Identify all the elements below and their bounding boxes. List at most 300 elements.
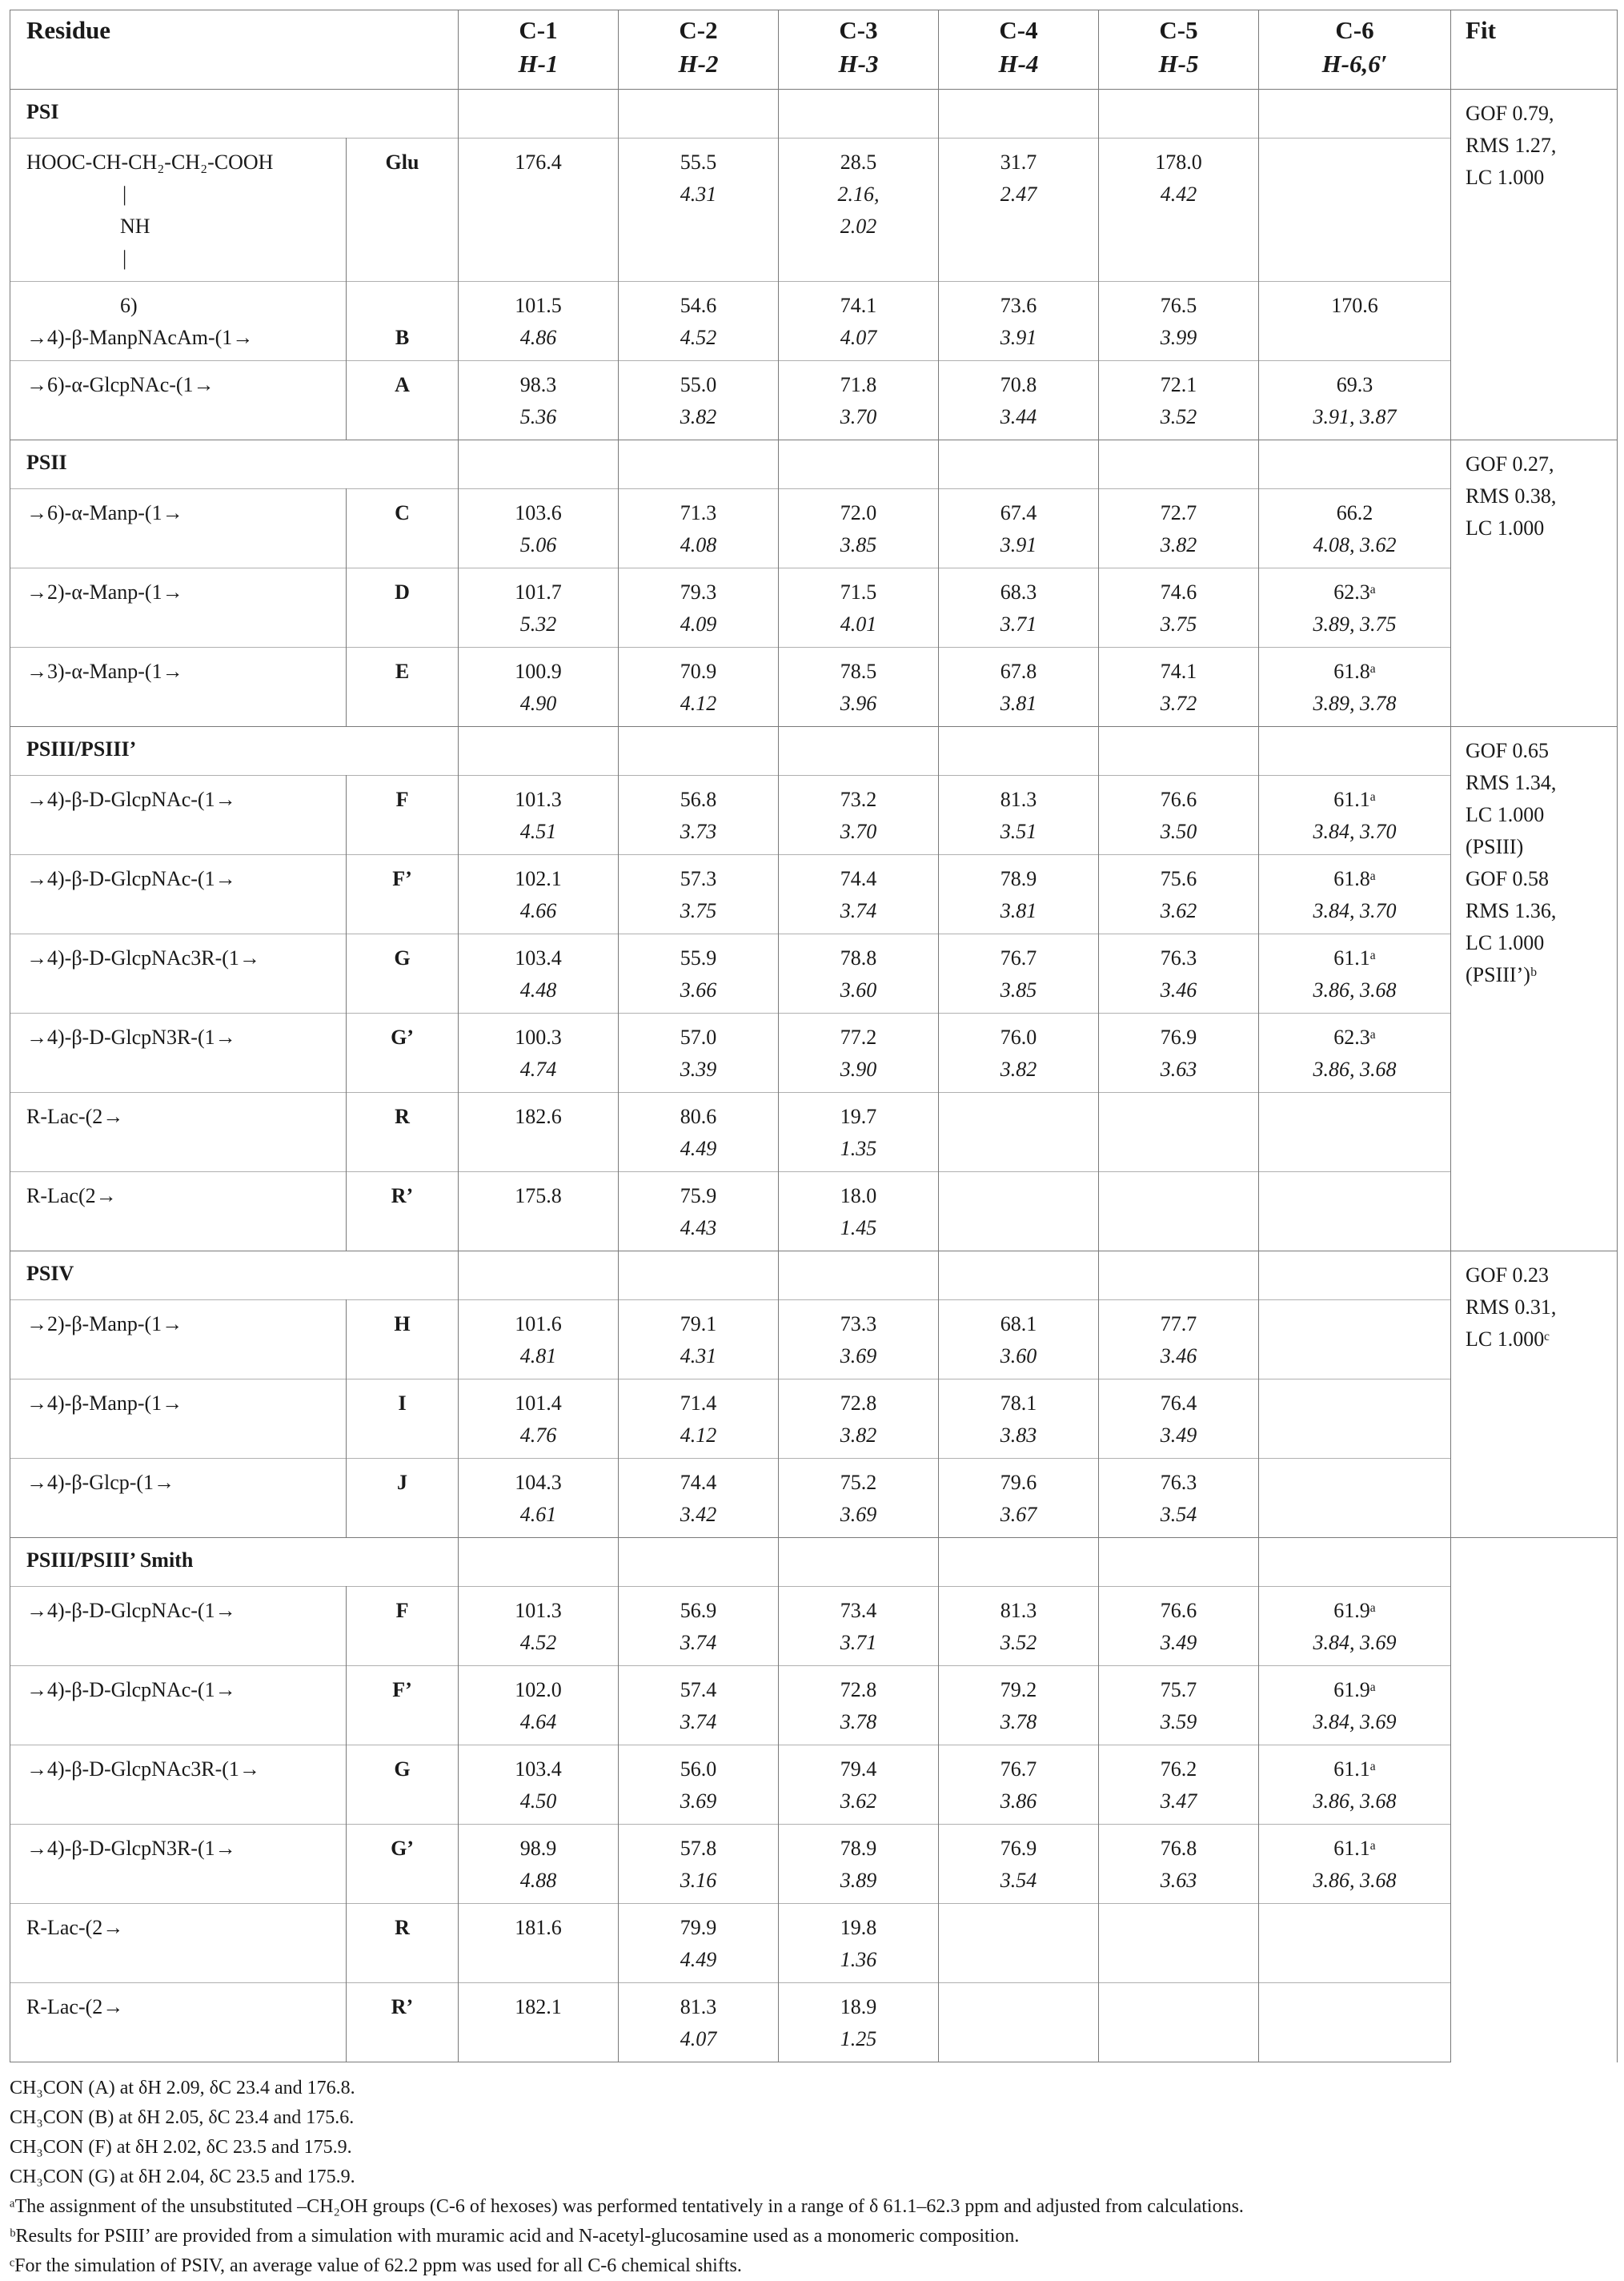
- carbon-shift: 175.8: [515, 1184, 562, 1207]
- shift-cell: [619, 934, 779, 1014]
- residue-code: [347, 776, 459, 855]
- section-label: PSII: [10, 440, 459, 489]
- shift-cell: [939, 568, 1099, 648]
- shift-cell: [1099, 1172, 1259, 1251]
- shift-cell: [1259, 1666, 1451, 1745]
- empty-cell: [779, 1251, 939, 1300]
- shift-cell: [939, 1014, 1099, 1093]
- fit-stats: [1451, 1538, 1618, 2062]
- shift-cell: [619, 361, 779, 440]
- residue-name: [10, 1300, 347, 1379]
- empty-cell: [779, 727, 939, 776]
- carbon-shift: 76.8: [1160, 1837, 1197, 1860]
- residue-linkage: →4)-β-Manp-(1→: [26, 1391, 183, 1415]
- proton-shift: 4.42: [1160, 183, 1197, 206]
- shift-cell: [459, 648, 619, 727]
- carbon-shift: 55.5: [680, 151, 717, 174]
- proton-shift: 3.91: [1000, 533, 1037, 556]
- section-header-row: [10, 1251, 1618, 1300]
- residue-code: [347, 1379, 459, 1459]
- carbon-shift: 61.9ᵃ: [1333, 1678, 1376, 1701]
- proton-shift: 1.35: [840, 1137, 877, 1160]
- shift-cell: [1099, 1745, 1259, 1825]
- carbon-shift: 104.3: [515, 1471, 562, 1494]
- fit-stats: [1451, 90, 1618, 440]
- residue-formula-line: |: [122, 183, 127, 206]
- carbon-shift: 73.3: [840, 1312, 877, 1335]
- shift-cell: [459, 1745, 619, 1825]
- shift-cell: [939, 1825, 1099, 1904]
- shift-cell: [779, 934, 939, 1014]
- carbon-shift: 71.5: [840, 580, 877, 604]
- residue-name: [10, 1093, 347, 1172]
- residue-code-label: F: [395, 788, 409, 811]
- empty-cell: [1259, 1251, 1451, 1300]
- carbon-shift: 72.7: [1160, 501, 1197, 524]
- shift-cell: [779, 855, 939, 934]
- residue-linkage: →4)-β-D-GlcpNAc-(1→: [26, 867, 236, 890]
- residue-linkage: →6)-α-GlcpNAc-(1→: [26, 373, 215, 396]
- carbon-shift: 74.1: [1160, 660, 1197, 683]
- empty-cell: [939, 90, 1099, 139]
- residue-code-label: F’: [392, 867, 412, 890]
- proton-shift: 3.75: [680, 899, 717, 922]
- proton-shift: 3.46: [1160, 978, 1197, 1002]
- carbon-shift: 73.4: [840, 1599, 877, 1622]
- proton-shift: 3.60: [840, 978, 877, 1002]
- residue-name: [10, 855, 347, 934]
- proton-shift: 3.69: [840, 1503, 877, 1526]
- carbon-shift: 101.5: [515, 294, 562, 317]
- shift-cell: [459, 1093, 619, 1172]
- residue-name: [10, 282, 347, 361]
- proton-shift: 3.52: [1000, 1631, 1037, 1654]
- shift-cell: [779, 1587, 939, 1666]
- proton-shift: 3.85: [840, 533, 877, 556]
- shift-cell: [939, 1459, 1099, 1538]
- residue-name: [10, 1825, 347, 1904]
- proton-shift: 4.81: [519, 1344, 557, 1367]
- shift-cell: [459, 1014, 619, 1093]
- header-col-5: C-5 H-5: [1099, 10, 1259, 90]
- proton-shift: 3.51: [1000, 820, 1037, 843]
- shift-cell: [1099, 1379, 1259, 1459]
- carbon-shift: 73.2: [840, 788, 877, 811]
- shift-cell: [619, 489, 779, 568]
- carbon-shift: 76.2: [1160, 1757, 1197, 1781]
- shift-cell: [779, 1983, 939, 2062]
- shift-cell: [1259, 855, 1451, 934]
- shift-cell: [459, 361, 619, 440]
- proton-shift: 3.74: [680, 1631, 717, 1654]
- table-row: [10, 1745, 1618, 1825]
- carbon-shift: 70.9: [680, 660, 717, 683]
- proton-shift: 3.86, 3.68: [1313, 1058, 1397, 1081]
- shift-cell: [459, 1904, 619, 1983]
- residue-linkage: →2)-β-Manp-(1→: [26, 1312, 183, 1335]
- shift-cell: [1259, 139, 1451, 282]
- footnote: CH₃CON (F) at δH 2.02, δC 23.5 and 175.9.: [10, 2137, 352, 2158]
- residue-code-label: R: [395, 1105, 410, 1128]
- proton-shift: 4.08, 3.62: [1313, 533, 1397, 556]
- shift-cell: [619, 1904, 779, 1983]
- residue-code-label: H: [394, 1312, 411, 1335]
- residue-name: [10, 934, 347, 1014]
- residue-code: [347, 1745, 459, 1825]
- carbon-shift: 75.6: [1160, 867, 1197, 890]
- proton-shift: 1.45: [840, 1216, 877, 1239]
- residue-code-label: F: [395, 1599, 409, 1622]
- fit-line: LC 1.000ᶜ: [1466, 1327, 1550, 1351]
- proton-shift: 3.96: [840, 692, 877, 715]
- fit-line: LC 1.000: [1466, 516, 1545, 540]
- shift-cell: [619, 1745, 779, 1825]
- shift-cell: [939, 648, 1099, 727]
- carbon-shift: 28.5: [840, 151, 877, 174]
- proton-shift: 3.78: [1000, 1710, 1037, 1733]
- carbon-shift: 76.0: [1000, 1026, 1037, 1049]
- residue-code: [347, 1825, 459, 1904]
- empty-cell: [779, 440, 939, 489]
- residue-linkage: R-Lac(2→: [26, 1184, 117, 1207]
- carbon-shift: 78.1: [1000, 1391, 1037, 1415]
- empty-cell: [1099, 90, 1259, 139]
- proton-shift: 3.54: [1000, 1869, 1037, 1892]
- residue-linkage: R-Lac-(2→: [26, 1995, 124, 2018]
- proton-shift: 1.25: [840, 2027, 877, 2050]
- shift-cell: [619, 1014, 779, 1093]
- shift-cell: [459, 1825, 619, 1904]
- empty-cell: [939, 727, 1099, 776]
- residue-formula-line: NH: [120, 215, 150, 238]
- table-row: [10, 1379, 1618, 1459]
- table-row: [10, 282, 1618, 361]
- residue-code: [347, 361, 459, 440]
- proton-shift: 3.59: [1160, 1710, 1197, 1733]
- empty-cell: [1259, 727, 1451, 776]
- carbon-shift: 182.6: [515, 1105, 562, 1128]
- carbon-shift: 78.9: [840, 1837, 877, 1860]
- shift-cell: [1099, 1904, 1259, 1983]
- residue-code-label: D: [395, 580, 410, 604]
- residue-code: [347, 568, 459, 648]
- footnote: CH₃CON (G) at δH 2.04, δC 23.5 and 175.9.: [10, 2167, 355, 2187]
- carbon-shift: 79.3: [680, 580, 717, 604]
- table-container: [10, 10, 1617, 2281]
- empty-cell: [459, 1538, 619, 1587]
- proton-shift: 4.86: [519, 326, 557, 349]
- fit-line: LC 1.000: [1466, 166, 1545, 189]
- residue-code-label: E: [395, 660, 410, 683]
- carbon-shift: 101.6: [515, 1312, 562, 1335]
- carbon-shift: 62.3ᵃ: [1333, 1026, 1376, 1049]
- shift-cell: [939, 1666, 1099, 1745]
- proton-shift: 3.91: [1000, 326, 1037, 349]
- section-label: PSIII/PSIII’: [10, 727, 459, 776]
- residue-code: [347, 1666, 459, 1745]
- residue-name: [10, 568, 347, 648]
- shift-cell: [1259, 1014, 1451, 1093]
- residue-code-label: A: [395, 373, 410, 396]
- carbon-shift: 55.0: [680, 373, 717, 396]
- fit-line: GOF 0.58: [1466, 867, 1550, 890]
- carbon-shift: 178.0: [1155, 151, 1202, 174]
- shift-cell: [1099, 1093, 1259, 1172]
- residue-code: [347, 1983, 459, 2062]
- residue-code-label: G: [394, 1757, 411, 1781]
- residue-linkage: →4)-β-ManpNAcAm-(1→: [26, 326, 254, 349]
- table-row: [10, 1459, 1618, 1538]
- residue-linkage: →4)-β-D-GlcpN3R-(1→: [26, 1026, 236, 1049]
- shift-cell: [1259, 1745, 1451, 1825]
- carbon-shift: 77.7: [1160, 1312, 1197, 1335]
- table-row: [10, 1014, 1618, 1093]
- proton-shift: 3.69: [840, 1344, 877, 1367]
- fit-line: (PSIII’)ᵇ: [1466, 963, 1537, 986]
- proton-shift: 3.86, 3.68: [1313, 1869, 1397, 1892]
- carbon-shift: 67.8: [1000, 660, 1037, 683]
- shift-cell: [1099, 1825, 1259, 1904]
- residue-code: [347, 934, 459, 1014]
- shift-cell: [1099, 361, 1259, 440]
- carbon-shift: 76.3: [1160, 1471, 1197, 1494]
- shift-cell: [459, 855, 619, 934]
- empty-cell: [619, 727, 779, 776]
- proton-shift: 3.60: [1000, 1344, 1037, 1367]
- fit-line: RMS 1.34,: [1466, 771, 1557, 794]
- empty-cell: [1099, 440, 1259, 489]
- proton-shift: 4.51: [519, 820, 557, 843]
- shift-cell: [939, 282, 1099, 361]
- carbon-shift: 55.9: [680, 946, 717, 970]
- table-row: [10, 855, 1618, 934]
- proton-shift: 4.08: [680, 533, 717, 556]
- shift-cell: [1099, 1666, 1259, 1745]
- shift-cell: [779, 1459, 939, 1538]
- shift-cell: [779, 1172, 939, 1251]
- shift-cell: [459, 282, 619, 361]
- proton-shift: 4.48: [519, 978, 557, 1002]
- carbon-shift: 101.3: [515, 1599, 562, 1622]
- carbon-shift: 103.4: [515, 1757, 562, 1781]
- residue-code: [347, 1014, 459, 1093]
- empty-cell: [939, 1538, 1099, 1587]
- carbon-shift: 61.8ᵃ: [1333, 660, 1376, 683]
- residue-code-label: R: [395, 1916, 410, 1939]
- fit-line: GOF 0.23: [1466, 1263, 1550, 1287]
- proton-shift: 4.64: [519, 1710, 557, 1733]
- proton-shift: 3.86: [1000, 1789, 1037, 1813]
- shift-cell: [1099, 568, 1259, 648]
- carbon-shift: 69.3: [1336, 373, 1373, 396]
- shift-cell: [1099, 776, 1259, 855]
- empty-cell: [1099, 1251, 1259, 1300]
- carbon-shift: 100.3: [515, 1026, 562, 1049]
- proton-shift: 3.73: [680, 820, 717, 843]
- shift-cell: [779, 1904, 939, 1983]
- shift-cell: [1259, 1379, 1451, 1459]
- section-header-row: [10, 90, 1618, 139]
- empty-cell: [619, 90, 779, 139]
- header-col-1: C-1 H-1: [459, 10, 619, 90]
- residue-code-label: Glu: [385, 151, 419, 174]
- proton-shift: 3.49: [1160, 1631, 1197, 1654]
- fit-line: GOF 0.65: [1466, 739, 1550, 762]
- proton-shift: 3.70: [840, 820, 877, 843]
- proton-shift: 4.09: [680, 612, 717, 636]
- proton-shift: 4.50: [519, 1789, 557, 1813]
- carbon-shift: 56.0: [680, 1757, 717, 1781]
- table-row: [10, 648, 1618, 727]
- carbon-shift: 100.9: [515, 660, 562, 683]
- proton-shift: 3.72: [1160, 692, 1197, 715]
- carbon-shift: 79.6: [1000, 1471, 1037, 1494]
- proton-shift: 4.43: [680, 1216, 717, 1239]
- empty-cell: [619, 1538, 779, 1587]
- shift-cell: [1099, 282, 1259, 361]
- proton-shift: 4.07: [840, 326, 877, 349]
- fit-line: GOF 0.27,: [1466, 452, 1554, 476]
- shift-cell: [459, 139, 619, 282]
- residue-linkage: →2)-α-Manp-(1→: [26, 580, 183, 604]
- carbon-shift: 76.5: [1160, 294, 1197, 317]
- shift-cell: [1099, 1587, 1259, 1666]
- proton-shift: 3.52: [1160, 405, 1197, 428]
- proton-shift: 4.90: [519, 692, 557, 715]
- fit-line: RMS 0.38,: [1466, 484, 1557, 508]
- empty-cell: [459, 1251, 619, 1300]
- carbon-shift: 80.6: [680, 1105, 717, 1128]
- proton-shift: 3.86, 3.68: [1313, 978, 1397, 1002]
- proton-shift: 3.71: [840, 1631, 877, 1654]
- table-footnotes: [10, 2074, 1617, 2281]
- proton-shift: 1.36: [840, 1948, 877, 1971]
- proton-shift: 3.63: [1160, 1869, 1197, 1892]
- empty-cell: [1259, 1538, 1451, 1587]
- shift-cell: [939, 1983, 1099, 2062]
- carbon-shift: 98.9: [519, 1837, 557, 1860]
- table-row: [10, 1983, 1618, 2062]
- proton-shift: 3.85: [1000, 978, 1037, 1002]
- shift-cell: [939, 1379, 1099, 1459]
- proton-shift: 5.32: [519, 612, 557, 636]
- proton-shift: 3.84, 3.70: [1313, 820, 1397, 843]
- proton-shift: 3.84, 3.69: [1313, 1710, 1397, 1733]
- carbon-shift: 71.4: [680, 1391, 717, 1415]
- shift-cell: [779, 139, 939, 282]
- proton-shift: 4.52: [680, 326, 717, 349]
- header-col-2: C-2 H-2: [619, 10, 779, 90]
- proton-shift: 3.74: [840, 899, 877, 922]
- proton-shift: 3.47: [1160, 1789, 1197, 1813]
- footnote: CH₃CON (A) at δH 2.09, δC 23.4 and 176.8.: [10, 2078, 355, 2098]
- shift-cell: [619, 1300, 779, 1379]
- residue-code: [347, 648, 459, 727]
- table-row: [10, 361, 1618, 440]
- proton-shift: 3.83: [1000, 1424, 1037, 1447]
- residue-code: [347, 1904, 459, 1983]
- shift-cell: [939, 361, 1099, 440]
- carbon-shift: 77.2: [840, 1026, 877, 1049]
- proton-shift: 4.01: [840, 612, 877, 636]
- proton-shift: 3.89, 3.75: [1313, 612, 1397, 636]
- fit-stats: [1451, 1251, 1618, 1538]
- shift-cell: [619, 1825, 779, 1904]
- shift-cell: [939, 776, 1099, 855]
- proton-shift: 4.52: [519, 1631, 557, 1654]
- proton-shift: 3.54: [1160, 1503, 1197, 1526]
- carbon-shift: 76.9: [1160, 1026, 1197, 1049]
- header-col-6: C-6 H-6,6′: [1259, 10, 1451, 90]
- carbon-shift: 19.8: [840, 1916, 877, 1939]
- proton-shift: 4.49: [680, 1948, 717, 1971]
- carbon-shift: 74.4: [840, 867, 877, 890]
- proton-shift: 3.70: [840, 405, 877, 428]
- residue-name: [10, 1904, 347, 1983]
- shift-cell: [459, 489, 619, 568]
- proton-shift: 4.31: [680, 183, 717, 206]
- carbon-shift: 102.1: [515, 867, 562, 890]
- residue-code-label: I: [398, 1391, 407, 1415]
- proton-shift: 3.71: [1000, 612, 1037, 636]
- proton-shift: 3.42: [680, 1503, 717, 1526]
- shift-cell: [939, 855, 1099, 934]
- header-residue: Residue: [10, 10, 459, 90]
- shift-cell: [779, 1825, 939, 1904]
- shift-cell: [1259, 361, 1451, 440]
- proton-shift: 3.84, 3.69: [1313, 1631, 1397, 1654]
- shift-cell: [939, 1093, 1099, 1172]
- residue-name: [10, 1587, 347, 1666]
- carbon-shift: 56.9: [680, 1599, 717, 1622]
- proton-shift: 3.82: [1160, 533, 1197, 556]
- carbon-shift: 81.3: [1000, 1599, 1037, 1622]
- carbon-shift: 98.3: [519, 373, 557, 396]
- residue-formula: HOOC-CH-CH₂-CH₂-COOH: [26, 151, 274, 174]
- table-row: [10, 489, 1618, 568]
- residue-linkage: →4)-β-D-GlcpNAc-(1→: [26, 1678, 236, 1701]
- shift-cell: [1259, 282, 1451, 361]
- carbon-shift: 75.2: [840, 1471, 877, 1494]
- proton-shift: 3.86, 3.68: [1313, 1789, 1397, 1813]
- carbon-shift: 76.3: [1160, 946, 1197, 970]
- footnote: ᵃThe assignment of the unsubstituted –CH₂OH groups (C-6 of hexoses) was performed tentatively in a range of δ 61.1–62.3 ppm and adjusted from calculations.: [10, 2196, 1244, 2217]
- table-row: [10, 1666, 1618, 1745]
- footnote: CH₃CON (B) at δH 2.05, δC 23.4 and 175.6.: [10, 2107, 355, 2128]
- section-header-row: [10, 727, 1618, 776]
- residue-name: [10, 489, 347, 568]
- residue-code: [347, 139, 459, 282]
- proton-shift: 4.31: [680, 1344, 717, 1367]
- shift-cell: [619, 776, 779, 855]
- residue-name: [10, 1745, 347, 1825]
- carbon-shift: 76.6: [1160, 1599, 1197, 1622]
- residue-linkage: →4)-β-D-GlcpN3R-(1→: [26, 1837, 236, 1860]
- residue-name: [10, 1379, 347, 1459]
- shift-cell: [1259, 489, 1451, 568]
- shift-cell: [619, 1093, 779, 1172]
- carbon-shift: 57.0: [680, 1026, 717, 1049]
- empty-cell: [459, 90, 619, 139]
- shift-cell: [779, 776, 939, 855]
- empty-cell: [459, 727, 619, 776]
- carbon-shift: 78.5: [840, 660, 877, 683]
- shift-cell: [1099, 1983, 1259, 2062]
- shift-cell: [459, 568, 619, 648]
- section-label: PSIV: [10, 1251, 459, 1300]
- proton-shift: 3.66: [680, 978, 717, 1002]
- carbon-shift: 57.4: [680, 1678, 717, 1701]
